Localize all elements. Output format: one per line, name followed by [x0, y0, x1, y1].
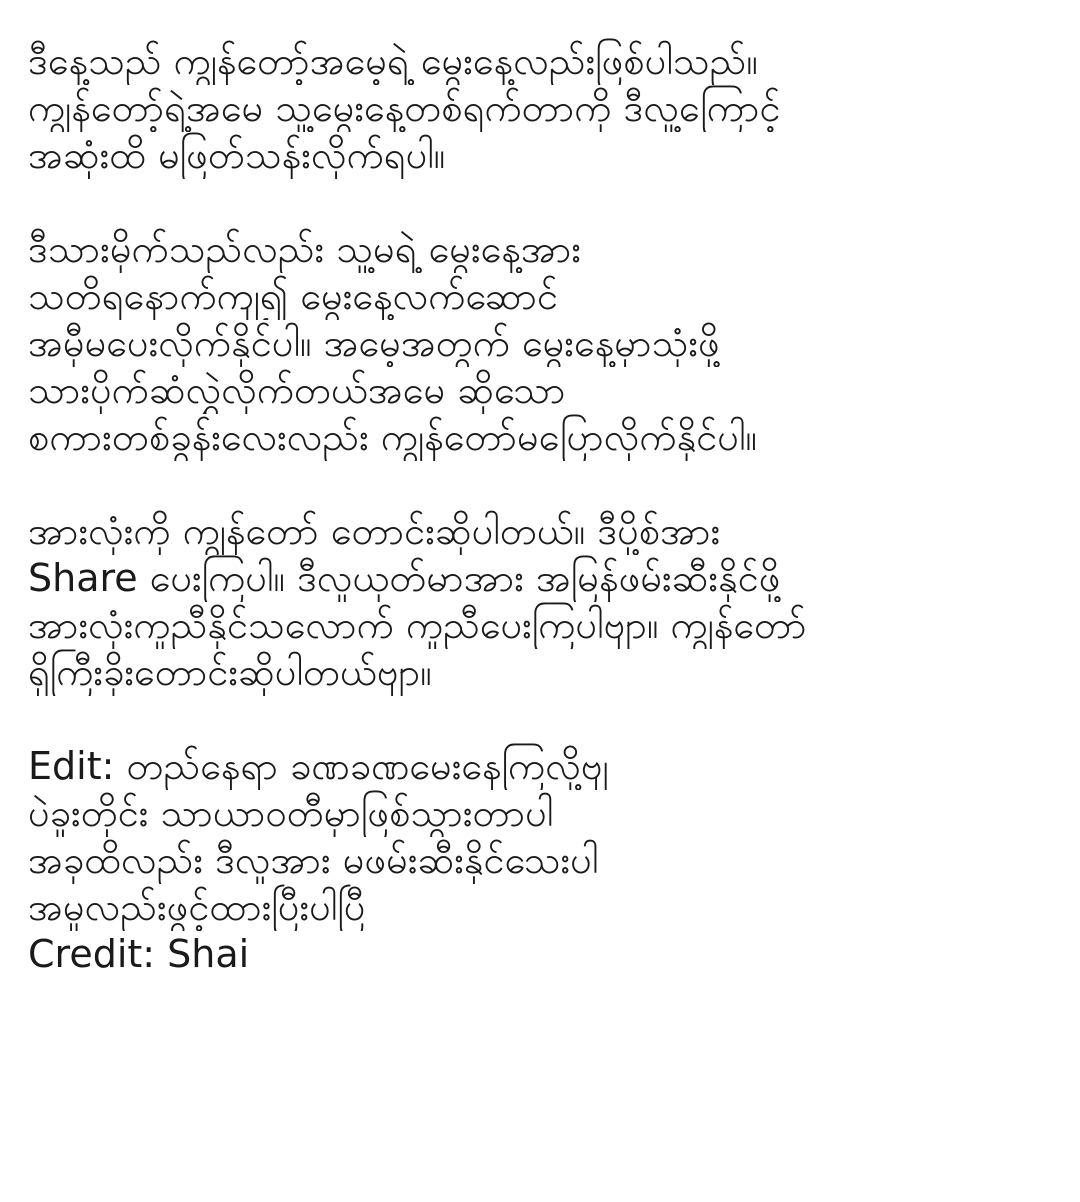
- text-line: Edit: တည်နေရာ ခဏခဏမေးနေကြလို့ဗျ: [28, 744, 609, 788]
- text-line: အမှုလည်းဖွင့်ထားပြီးပါပြီ: [28, 885, 366, 929]
- paragraph-edit: [28, 743, 1058, 978]
- text-line: အားလုံးကို ကျွန်တော် တောင်းဆိုပါတယ်။ ဒီပို့စ်အား: [28, 509, 721, 553]
- text-line: စကားတစ်ခွန်းလေးလည်း ကျွန်တော်မပြောလိုက်နိုင်ပါ။: [28, 415, 758, 459]
- text-line: ဒီနေ့သည် ကျွန်တော့်အမေ့ရဲ့ မွေးနေ့လည်းဖြစ်ပါသည်။: [28, 39, 758, 83]
- text-line: ပဲခူးတိုင်း သာယာဝတီမှာဖြစ်သွားတာပါ: [28, 791, 554, 835]
- text-line: ကျွန်တော့်ရဲ့အမေ သူ့မွေးနေ့တစ်ရက်တာကို ဒီလူ့ကြောင့်: [28, 86, 781, 130]
- text-line: ရှိကြီးခိုးတောင်းဆိုပါတယ်ဗျာ။: [28, 650, 432, 694]
- credit-line: Credit: Shai: [28, 932, 250, 976]
- text-line: ဒီသားမိုက်သည်လည်း သူ့မရဲ့ မွေးနေ့အား: [28, 227, 582, 271]
- paragraph-request: [28, 508, 1058, 696]
- paragraph-son: [28, 226, 1058, 461]
- text-line: Share ပေးကြပါ။ ဒီလူယုတ်မာအား အမြန်ဖမ်းဆီးနိုင်ဖို့: [28, 556, 781, 600]
- text-line: အားလုံးကူညီနိုင်သလောက် ကူညီပေးကြပါဗျာ။ ကျွန်တော်: [28, 603, 807, 647]
- text-line: အဆုံးထိ မဖြတ်သန်းလိုက်ရပါ။: [28, 133, 446, 177]
- text-line: သတိရနောက်ကျ၍ မွေးနေ့လက်ဆောင်: [28, 274, 559, 318]
- text-line: အခုထိလည်း ဒီလူအား မဖမ်းဆီးနိုင်သေးပါ: [28, 838, 599, 882]
- text-line: အမှီမပေးလိုက်နိုင်ပါ။ အမေ့အတွက် မွေးနေ့မှာသုံးဖို့: [28, 321, 720, 365]
- post-text: [28, 38, 1058, 1025]
- text-line: သားပိုက်ဆံလွှဲလိုက်တယ်အမေ ဆိုသော: [28, 368, 566, 412]
- paragraph-birthday: [28, 38, 1058, 179]
